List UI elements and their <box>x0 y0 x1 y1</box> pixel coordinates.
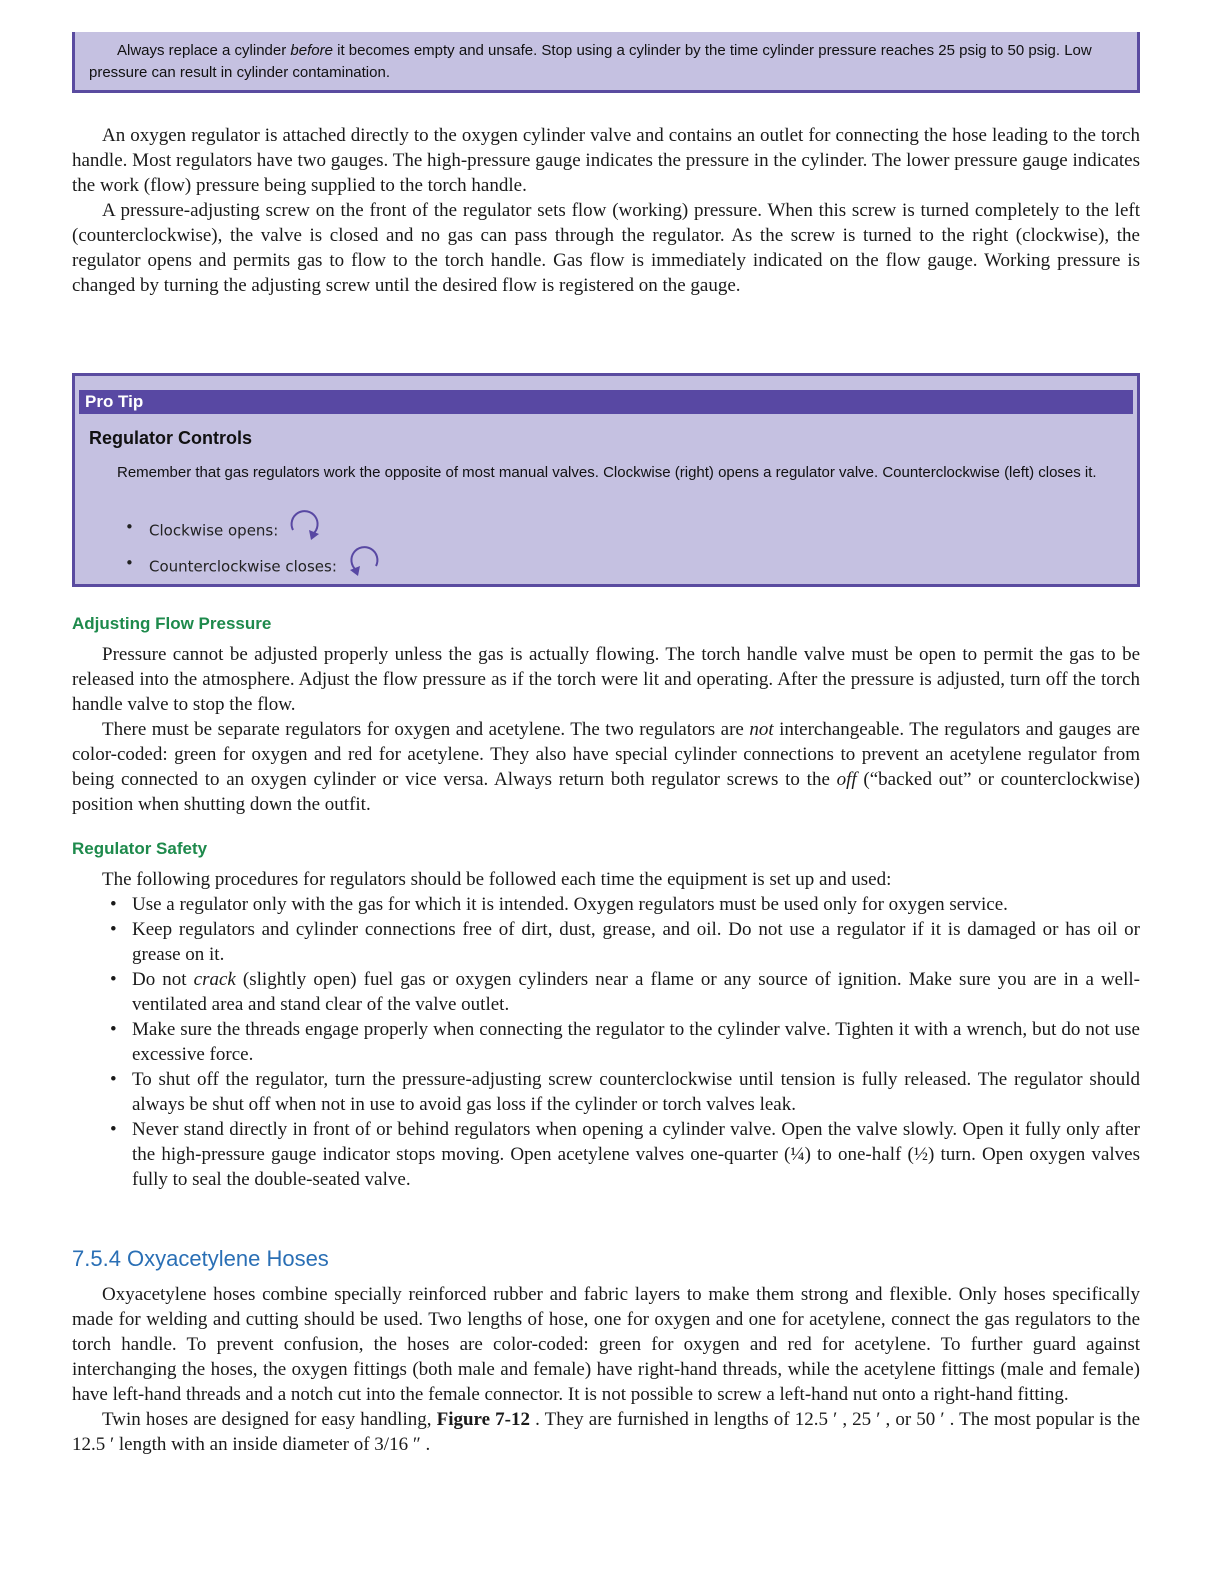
pro-tip-label: Pro Tip <box>79 390 1133 414</box>
hoses-section <box>72 1282 1140 1457</box>
hoses-paragraph-2: Twin hoses are designed for easy handling, Figure 7-12 . They are furnished in lengths of 12.5 ′ , 25 ′ , or 50 ′ . The most popular is the 12.5 ′ length with an inside diameter of 3/16 ″ . <box>72 1409 1140 1455</box>
list-item: • Do not crack (slightly open) fuel gas or oxygen cylinders near a flame or any source of ignition. Make sure you are in a well-ventilated area and stand clear of the valve outlet. <box>102 967 1140 1017</box>
pro-tip-list <box>125 514 384 586</box>
list-item: • Clockwise opens: <box>125 514 384 550</box>
adjusting-section <box>72 642 1140 817</box>
intro-section <box>72 123 1140 298</box>
adjusting-paragraph-1: Pressure cannot be adjusted properly unless the gas is actually flowing. The torch handle valve must be open to permit the gas to be released into the atmosphere. Adjust the flow pressure as if the torch were lit and operating. After the pressure is adjusted, turn off the torch handle valve to stop the flow. <box>72 644 1140 715</box>
clockwise-arrow-icon <box>285 508 325 542</box>
figure-reference-link[interactable]: Figure 7-12 <box>436 1409 531 1430</box>
safety-section <box>72 867 1140 1192</box>
list-item: • Never stand directly in front of or behind regulators when opening a cylinder valve. Open the valve slowly. Open it fully only after the high-pressure gauge indicator stops moving. Open acetylene valves one-quarter (¼) to one-half (½) turn. Open oxygen valves fully to seal the double-seated valve. <box>102 1117 1140 1192</box>
counterclockwise-arrow-icon <box>344 544 384 578</box>
hoses-paragraph-1: Oxyacetylene hoses combine specially reinforced rubber and fabric layers to make them strong and flexible. Only hoses specifically made for welding and cutting should be used. Two lengths of hose, one for oxygen and one for acetylene, connect the gas regulators to the torch handle. To prevent confusion, the hoses are color-coded: green for oxygen and red for acetylene. To further guard against interchanging the hoses, the oxygen fittings (both male and female) have right-hand threads, while the acetylene fittings (male and female) have left-hand threads and a notch cut into the female connector. It is not possible to screw a left-hand nut onto a right-hand fitting. <box>72 1284 1140 1405</box>
intro-paragraph-2: A pressure-adjusting screw on the front of the regulator sets flow (working) pressure. When this screw is turned completely to the left (counterclockwise), the valve is closed and no gas can pass through the regulator. As the screw is turned to the right (clockwise), the regulator opens and permits gas to flow to the torch handle. Gas flow is immediately indicated on the flow gauge. Working pressure is changed by turning the adjusting screw until the desired flow is registered on the gauge. <box>72 200 1140 296</box>
pro-tip-text: Remember that gas regulators work the opposite of most manual valves. Clockwise (right) opens a regulator valve. Counterclockwise (left) closes it. <box>117 464 1097 481</box>
list-item: • Make sure the threads engage properly when connecting the regulator to the cylinder valve. Tighten it with a wrench, but do not use excessive force. <box>102 1017 1140 1067</box>
list-item: • Use a regulator only with the gas for which it is intended. Oxygen regulators must be used only for oxygen service. <box>102 892 1140 917</box>
pro-tip-box <box>72 373 1140 587</box>
section-heading-adjusting: Adjusting Flow Pressure <box>72 614 272 633</box>
intro-paragraph-1: An oxygen regulator is attached directly to the oxygen cylinder valve and contains an outlet for connecting the hose leading to the torch handle. Most regulators have two gauges. The high-pressure gauge indicates the pressure in the cylinder. The lower pressure gauge indicates the work (flow) pressure being supplied to the torch handle. <box>72 125 1140 196</box>
warning-box <box>72 32 1140 93</box>
adjusting-paragraph-2: There must be separate regulators for oxygen and acetylene. The two regulators are not interchangeable. The regulators and gauges are color-coded: green for oxygen and red for acetylene. They also have special cylinder connections to prevent an acetylene regulator from being connected to an oxygen cylinder or vice versa. Always return both regulator screws to the off (“backed out” or counterclockwise) position when shutting down the outfit. <box>72 719 1140 815</box>
list-item: • Counterclockwise closes: <box>125 550 384 586</box>
list-item: • To shut off the regulator, turn the pressure-adjusting screw counterclockwise until tension is fully released. The regulator should always be shut off when not in use to avoid gas loss if the cylinder or torch valves leak. <box>102 1067 1140 1117</box>
pro-tip-title: Regulator Controls <box>89 428 253 448</box>
section-heading-hoses: 7.5.4 Oxyacetylene Hoses <box>72 1246 329 1271</box>
section-heading-safety: Regulator Safety <box>72 839 208 858</box>
list-item: • Keep regulators and cylinder connections free of dirt, dust, grease, and oil. Do not use a regulator if it is damaged or has oil or grease on it. <box>102 917 1140 967</box>
safety-intro: The following procedures for regulators should be followed each time the equipment is set up and used: <box>102 869 892 890</box>
safety-list <box>72 892 1140 1192</box>
warning-text: Always replace a cylinder before it becomes empty and unsafe. Stop using a cylinder by the time cylinder pressure reaches 25 psig to 50 psig. Low pressure can result in cylinder contamination. <box>89 42 1092 81</box>
